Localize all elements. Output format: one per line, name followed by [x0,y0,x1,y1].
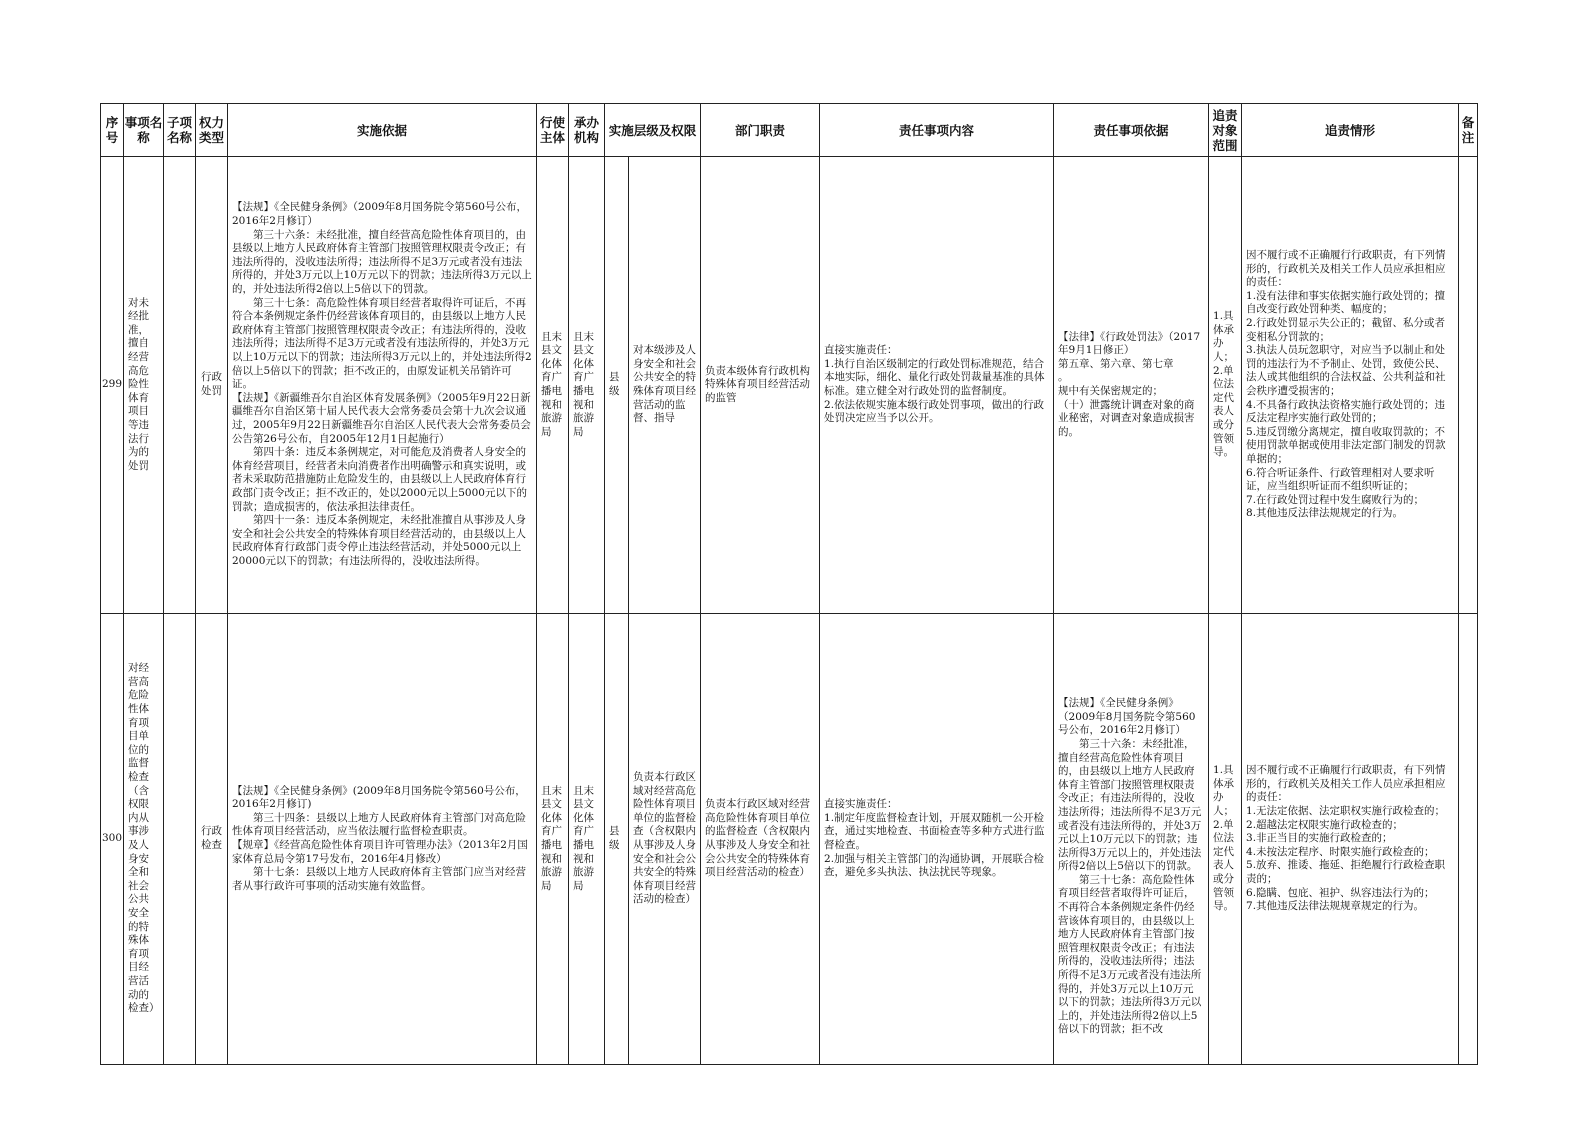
basis-para: 【法规】《新疆维吾尔自治区体育发展条例》（2005年9月22日新疆维吾尔自治区第十届人民代表大会常务委员会第十九次会议通过，2005年9月22日新疆维吾尔自治区人民代表大会常务委员会公告第26号公布，自2005年12月1日起施行） [232,391,531,445]
header-remark: 备注 [1459,104,1478,157]
row-remark [1459,157,1478,614]
row-org: 且末县文化体育广播电视和旅游局 [569,157,605,614]
row-org: 且末县文化体育广播电视和旅游局 [569,614,605,1065]
basis-para: 第三十七条：高危险性体育项目经营者取得许可证后，不再符合本条例规定条件仍经营该体育项目的，由县级以上地方人民政府体育主管部门按照管理权限责令改正；有违法所得的，没收违法所得；违法所得不足3万元或者没有违法所得的，并处3万元以上10万元以下的罚款；违法所得3万元以上的，并处违法所得2倍以上5倍以下的罚款；拒不改正的，由原发证机关吊销许可证。 [232,296,532,391]
row-remark [1459,614,1478,1065]
resp-basis-para: 【法规】《全民健身条例》 [1058,697,1179,710]
basis-para: 第十七条：县级以上地方人民政府体育主管部门应当对经营者从事行政许可事项的活动实施有效监督。 [232,866,526,892]
header-level: 实施层级及权限 [605,104,701,157]
row-cases: 因不履行或不正确履行行政职责，有下列情形的，行政机关及相关工作人员应承担相应的责任： 1.没有法律和事实依据实施行政处罚的；擅自改变行政处罚种类、幅度的； 2.行政处罚显示失公正的；截留、私分或者变相私分罚款的； 3.执法人员玩忽职守，对应当予以制止和处罚的违法行为不予制止、处罚，致使公民、法人或其他组织的合法权益、公共利益和社会秩序遭受损害的； 4.不具备行政执法资格实施行政处罚的；违反法定程序实施行政处罚的； 5.违反罚缴分离规定，擅自收取罚款的；不使用罚款单据或使用非法定部门制发的罚款单据的； 6.符合听证条件、行政管理相对人要求听证，应当组织听证而不组织听证的； 7.在行政处罚过程中发生腐败行为的； 8.其他违反法律法规规定的行为。 [1242,157,1459,614]
row-cases: 因不履行或不正确履行行政职责，有下列情形的，行政机关及相关工作人员应承担相应的责任： 1.无法定依据、法定职权实施行政检查的； 2.超越法定权限实施行政检查的； 3.非正当目的实施行政检查的； 4.未按法定程序、时限实施行政检查的； 5.放弃、推诿、拖延、拒绝履行行政检查职责的； 6.隐瞒、包庇、袒护、纵容违法行为的； 7.其他违反法律法规规章规定的行为。 [1242,614,1459,1065]
resp-basis-para: （2009年8月国务院令第560号公布，2016年2月修订） [1058,710,1196,737]
basis-para: 第四十一条：违反本条例规定，未经批准擅自从事涉及人身安全和社会公共安全的特殊体育项目经营活动的，由县级以上人民政府体育行政部门责令停止违法经营活动，并处5000元以上20000元以下的罚款；有违法所得的，没收违法所得。 [232,514,526,567]
header-seq: 序号 [101,104,124,157]
row-sub [164,614,196,1065]
row-subject: 且末县文化体育广播电视和旅游局 [537,614,569,1065]
header-cases: 追责情形 [1242,104,1459,157]
basis-para: 【法规】《全民健身条例》(2009年8月国务院令第560号公布，2016年2月修订) [232,784,526,811]
basis-para: 第三十四条：县级以上地方人民政府体育主管部门对高危险性体育项目经营活动，应当依法履行监督检查职责。 [232,811,526,838]
basis-para: 【法规】《全民健身条例》（2009年8月国务院令第560号公布，2016年2月修订） [232,201,527,228]
responsibility-table [100,103,1478,1065]
header-resp-basis: 责任事项依据 [1054,104,1209,157]
row-duty: 负责本行政区域对经营高危险性体育项目单位的监督检查（含权限内从事涉及人身安全和社会公共安全的特殊体育项目经营活动的检查） [701,614,820,1065]
row-authority: 负责本行政区域对经营高危险性体育项目单位的监督检查（含权限内从事涉及人身安全和社会公共安全的特殊体育项目经营活动的检查） [629,614,701,1065]
row-authority: 对本级涉及人身安全和社会公共安全的特殊体育项目经营活动的监督、指导 [629,157,701,614]
header-name: 事项名称 [124,104,164,157]
table-row [101,614,1478,1065]
header-sub: 子项名称 [164,104,196,157]
row-seq: 300 [101,614,124,1065]
row-seq: 299 [101,157,124,614]
table-row [101,157,1478,614]
row-target: 1.具体承办人；2.单位法定代表人或分管领导。 [1209,614,1242,1065]
basis-para: 第四十条：违反本条例规定，对可能危及消费者人身安全的体育经营项目，经营者未向消费者作出明确警示和真实说明，或者未采取防范措施防止危险发生的，由县级以上人民政府体育行政部门责令改正；拒不改正的，处以2000元以上5000元以下的罚款；造成损害的，依法承担法律责任。 [232,446,527,513]
row-subject: 且末县文化体育广播电视和旅游局 [537,157,569,614]
header-row [101,104,1478,157]
header-content: 责任事项内容 [820,104,1054,157]
row-content: 直接实施责任： 1.执行自治区级制定的行政处罚标准规范，结合本地实际，细化、量化行政处罚裁量基准的具体标准。建立健全对行政处罚的监督制度。 2.依法依规实施本级行政处罚事项，做出的行政处罚决定应当予以公开。 [820,157,1054,614]
row-sub [164,157,196,614]
responsibility-list-sheet [100,103,1478,1036]
row-type: 行政处罚 [196,157,228,614]
row-level: 县级 [605,157,629,614]
row-resp-basis: 【法律】《行政处罚法》（2017年9月1日修正） 第五章、第六章、第七章 。 规中有关保密规定的； （十）泄露统计调查对象的商业秘密，对调查对象造成损害的。 [1054,157,1209,614]
row-name: 对经营高危险性体育项目单位的监督检查（含权限内从事涉及人身安全和社会公共安全的特殊体育项目经营活动的检查） [124,614,164,1065]
resp-basis-text [1058,641,1204,1037]
row-target: 1.具体承办人；2.单位法定代表人或分管领导。 [1209,157,1242,614]
header-duty: 部门职责 [701,104,820,157]
row-type: 行政检查 [196,614,228,1065]
basis-para: 第三十六条：未经批准，擅自经营高危险性体育项目的，由县级以上地方人民政府体育主管部门按照管理权限责令改正；有违法所得的，没收违法所得；违法所得不足3万元或者没有违法所得的，并处3万元以上10万元以下的罚款；违法所得3万元以上的，并处违法所得2倍以上5倍以下的罚款。 [232,228,532,296]
header-target: 追责对象范围 [1209,104,1242,157]
row-basis [228,614,537,1065]
row-name: 对未经批准，擅自经营高危险性体育项目等违法行为的处罚 [124,157,164,614]
header-type: 权力类型 [196,104,228,157]
row-basis [228,157,537,614]
basis-para: 【规章】《经营高危险性体育项目许可管理办法》（2013年2月国家体育总局令第17号发布，2016年4月修改） [232,839,528,865]
header-subject: 行使主体 [537,104,569,157]
row-level: 县级 [605,614,629,1065]
row-resp-basis [1054,614,1209,1065]
header-basis: 实施依据 [228,104,537,157]
row-content: 直接实施责任： 1.制定年度监督检查计划，开展双随机一公开检查，通过实地检查、书面检查等多种方式进行监督检查。 2.加强与相关主管部门的沟通协调，开展联合检查，避免多头执法、执法扰民等现象。 [820,614,1054,1065]
header-org: 承办机构 [569,104,605,157]
resp-basis-para: 第三十六条：未经批准，擅自经营高危险性体育项目的，由县级以上地方人民政府体育主管部门按照管理权限责令改正；有违法所得的，没收违法所得；违法所得不足3万元或者没有违法所得的，并处3万元以上10万元以下的罚款；违法所得3万元以上的，并处违法所得2倍以上5倍以下的罚款。 [1058,737,1202,873]
resp-basis-para: 第三十七条：高危险性体育项目经营者取得许可证后，不再符合本条例规定条件仍经营该体育项目的，由县级以上地方人民政府体育主管部门按照管理权限责令改正；有违法所得的，没收违法所得；违法所得不足3万元或者没有违法所得的，并处3万元以上10万元以下的罚款；违法所得3万元以上的，并处违法所得2倍以上5倍以下的罚款；拒不改 [1058,873,1202,1036]
row-duty: 负责本级体育行政机构特殊体育项目经营活动的监管 [701,157,820,614]
